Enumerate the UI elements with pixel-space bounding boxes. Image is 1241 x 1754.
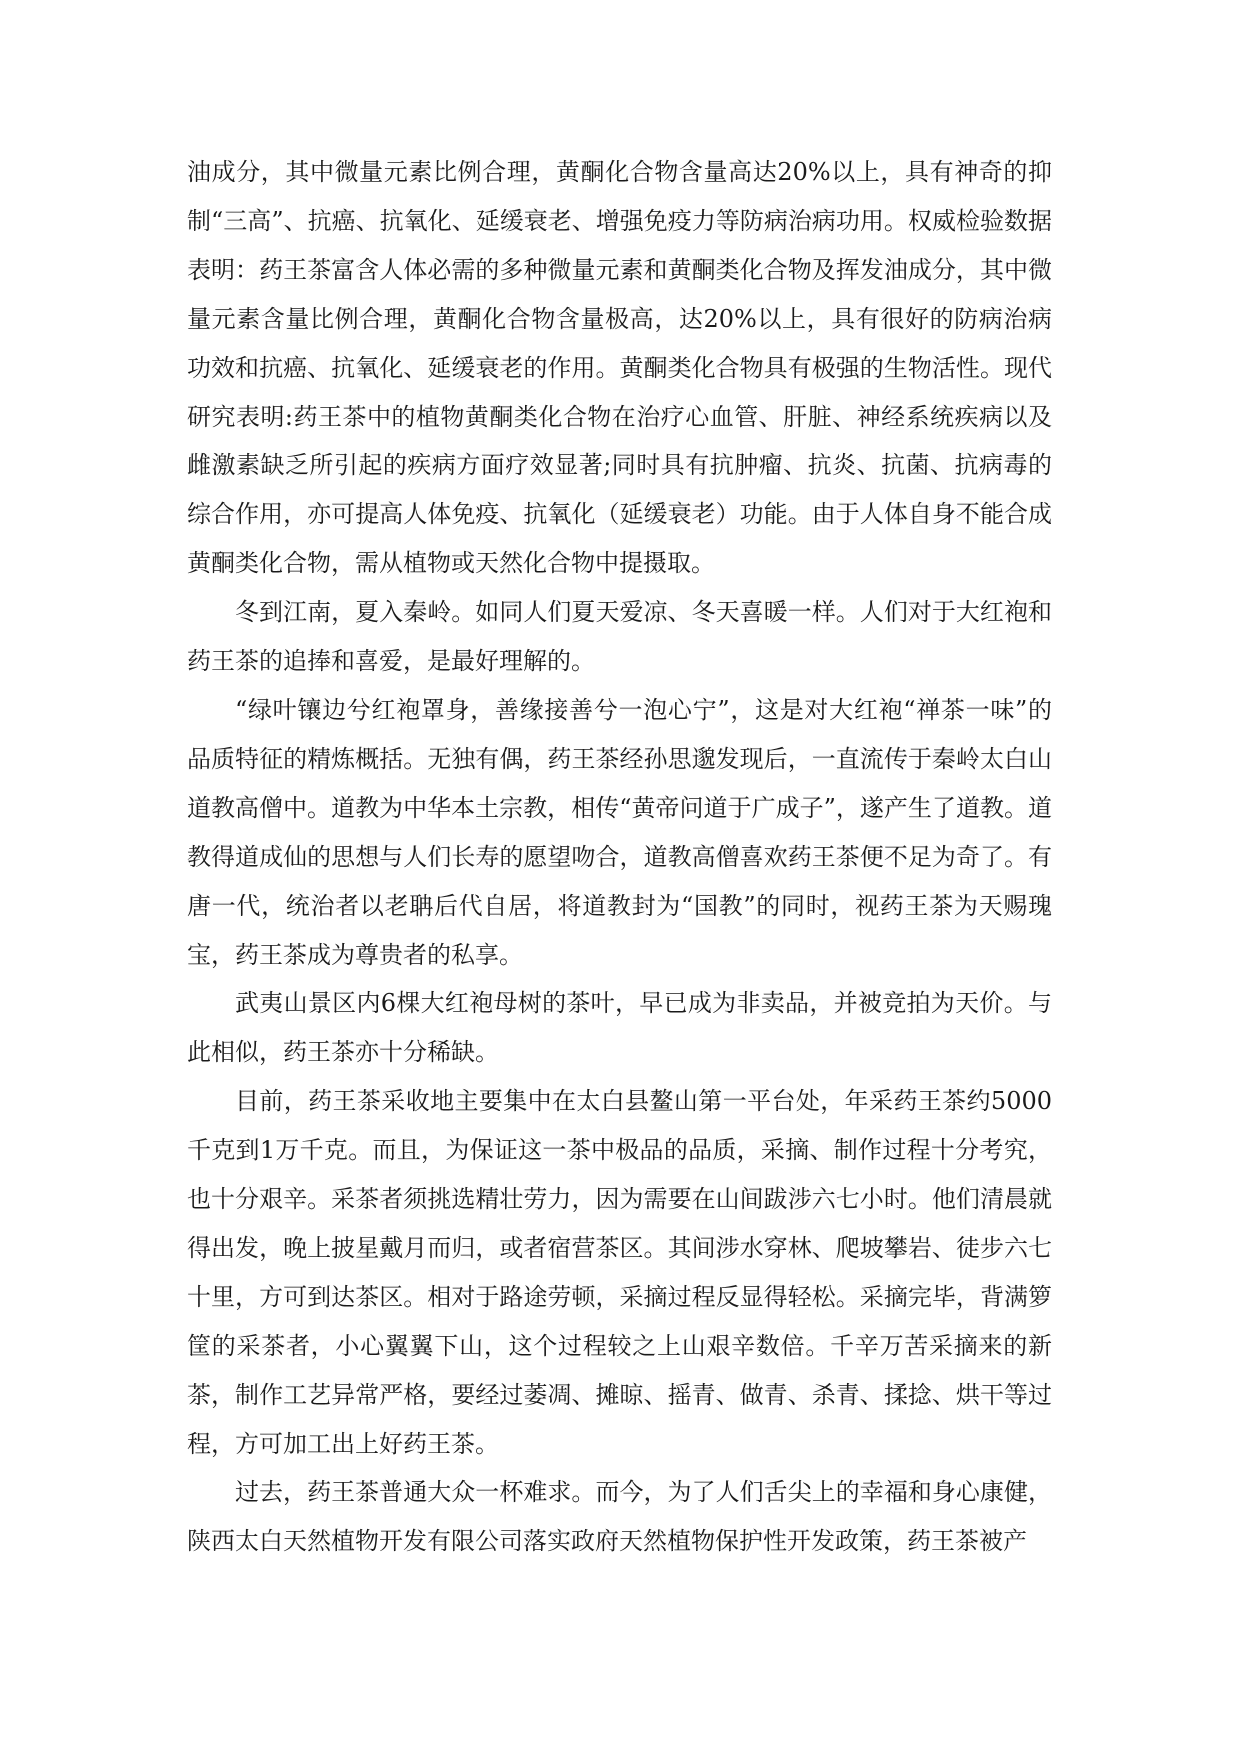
paragraph-3: “绿叶镶边兮红袍罩身，善缘接善兮一泡心宁”，这是对大红袍“禅茶一味”的品质特征的精炼概括。无独有偶，药王茶经孙思邈发现后，一直流传于秦岭太白山道教高僧中。道教为中华本土宗教，相传“黄帝问道于广成子”，遂产生了道教。道教得道成仙的思想与人们长寿的愿望吻合，道教高僧喜欢药王茶便不足为奇了。有唐一代，统治者以老聃后代自居，将道教封为“国教”的同时，视药王茶为天赐瑰宝，药王茶成为尊贵者的私享。: [187, 695, 1052, 969]
paragraph-5: 目前，药王茶采收地主要集中在太白县鳌山第一平台处，年采药王茶约5000千克到1万千克。而且，为保证这一茶中极品的品质，采摘、制作过程十分考究，也十分艰辛。采茶者须挑选精壮劳力，因为需要在山间跋涉六七小时。他们清晨就得出发，晚上披星戴月而归，或者宿营茶区。其间涉水穿林、爬坡攀岩、徒步六七十里，方可到达茶区。相对于路途劳顿，采摘过程反显得轻松。采摘完毕，背满箩筐的采茶者，小心翼翼下山，这个过程较之上山艰辛数倍。千辛万苦采摘来的新茶，制作工艺异常严格，要经过萎凋、摊晾、摇青、做青、杀青、揉捻、烘干等过程，方可加工出上好药王茶。: [187, 1087, 1052, 1458]
paragraph-1: 油成分，其中微量元素比例合理，黄酮化合物含量高达20%以上，具有神奇的抑制“三高”、抗癌、抗氧化、延缓衰老、增强免疫力等防病治病功用。权威检验数据表明：药王茶富含人体必需的多种微量元素和黄酮类化合物及挥发油成分，其中微量元素含量比例合理，黄酮化合物含量极高，达20%以上，具有很好的防病治病功效和抗癌、抗氧化、延缓衰老的作用。黄酮类化合物具有极强的生物活性。现代研究表明:药王茶中的植物黄酮类化合物在治疗心血管、肝脏、神经系统疾病以及雌激素缺乏所引起的疾病方面疗效显著;同时具有抗肿瘤、抗炎、抗菌、抗病毒的综合作用，亦可提高人体免疫、抗氧化（延缓衰老）功能。由于人体自身不能合成黄酮类化合物，需从植物或天然化合物中提摄取。: [187, 158, 1052, 578]
paragraph-2: 冬到江南，夏入秦岭。如同人们夏天爱凉、冬天喜暖一样。人们对于大红袍和药王茶的追捧和喜爱，是最好理解的。: [187, 598, 1052, 676]
body-text: [187, 148, 1052, 1566]
paragraph-4: 武夷山景区内6棵大红袍母树的茶叶，早已成为非卖品，并被竞拍为天价。与此相似，药王茶亦十分稀缺。: [187, 989, 1052, 1067]
paragraph-6: 过去，药王茶普通大众一杯难求。而今，为了人们舌尖上的幸福和身心康健，陕西太白天然植物开发有限公司落实政府天然植物保护性开发政策，药王茶被产: [187, 1478, 1052, 1556]
